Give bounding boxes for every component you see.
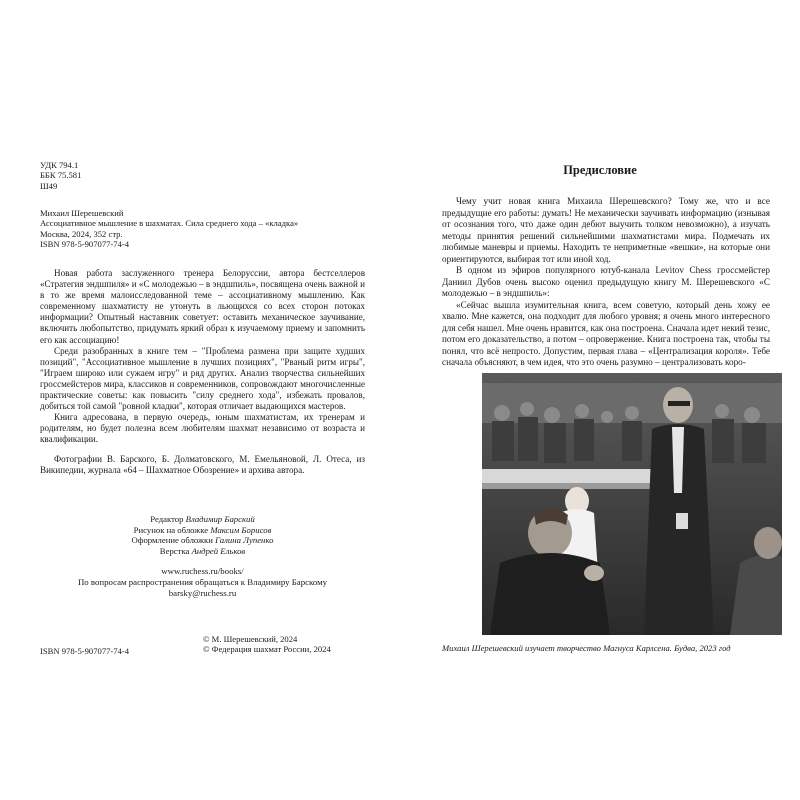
annotation-paragraph: Новая работа заслуженного тренера Белоруссии, автора бестселлеров «Стратегия эндшпиля» и «С молодежью – в эндшпиль», посвящена очень важной и в то же время малоисследованной теме – ассоциативному мышлению. Как современному шахматисту не утонуть в льющихся со всех сторон потоках информации? Опытный наставник советует: оставить механическое заучивание, включить любопытство, придумать яркий образ к изучаемому приему и запомнить его как ассоциацию! bbox=[40, 268, 365, 345]
udk-code: УДК 794.1 bbox=[40, 160, 79, 170]
annotation bbox=[40, 268, 365, 476]
preface-photo bbox=[482, 373, 782, 635]
credit-cover-design: Оформление обложки Галина Лупенко bbox=[131, 535, 274, 546]
copyright-block bbox=[203, 634, 331, 655]
credit-layout: Верстка Андрей Ельков bbox=[159, 545, 246, 556]
credit-editor: Редактор Владимир Барский bbox=[150, 514, 255, 524]
bbk-code: ББК 75.581 bbox=[40, 170, 82, 181]
preface-text bbox=[442, 196, 770, 369]
credit-cover-art: Рисунок на обложке Максим Борисов bbox=[133, 524, 272, 535]
isbn-bottom: ISBN 978-5-907077-74-4 bbox=[40, 646, 130, 656]
photo-caption: Михаил Шерешевский изучает творчество Магнуса Карлсена. Будва, 2023 год bbox=[442, 643, 731, 653]
bibliographic-record bbox=[40, 208, 370, 249]
right-page bbox=[400, 0, 800, 800]
book-title: Ассоциативное мышление в шахматах. Сила среднего хода – «кладка» bbox=[40, 218, 299, 229]
preface-quote: «Сейчас вышла изумительная книга, всем советую, который день хожу ее хвалю. Мне кажется, она подходит для любого уровня; я очень много интересного для себя нашел. Мне очень нравится, как она построена. Сначала идет некий тезис, потом его доказательство, а потом – опровержение. Книга построена так, чтобы ты понял, что всё непросто. Допустим, первая глава – «Централизация короля». Тебе сначала объясняют, в чем идея, что это очень разумно – централизовать коро- bbox=[442, 299, 770, 367]
preface-heading: Предисловие bbox=[563, 163, 637, 177]
contacts-block bbox=[40, 566, 365, 599]
credits-block bbox=[40, 514, 365, 556]
distribution-note: По вопросам распространения обращаться к Владимиру Барскому bbox=[77, 577, 328, 587]
photo-credits: Фотографии В. Барского, Б. Долматовского, М. Емельяновой, Л. Отеса, из Википедии, журнала «64 – Шахматное Обозрение» и архива автора. bbox=[40, 453, 365, 475]
annotation-paragraph: Книга адресована, в первую очередь, юным шахматистам, их тренерам и родителям, но будет полезна всем любителям шахмат независимо от возраста и квалификации. bbox=[40, 412, 365, 445]
imprint: Москва, 2024, 352 стр. bbox=[40, 228, 123, 239]
email-link[interactable]: barsky@ruchess.ru bbox=[168, 588, 237, 598]
copyright-author: © М. Шерешевский, 2024 bbox=[203, 634, 298, 644]
website-link[interactable]: www.ruchess.ru/books/ bbox=[161, 566, 244, 576]
author-name: Михаил Шерешевский bbox=[40, 208, 124, 218]
copyright-federation: © Федерация шахмат России, 2024 bbox=[203, 644, 331, 655]
classification-codes bbox=[40, 160, 81, 191]
author-mark: Ш49 bbox=[40, 180, 58, 191]
photo-chess-scene bbox=[482, 373, 782, 635]
preface-paragraph: Чему учит новая книга Михаила Шерешевского? Тому же, что и все предыдущие его работы: думать! Не механически заучивать информацию (изнывая от осознания того, что даже один дебют выучить толком невозможно), а изучать методы принятия решений сильнейшими шахматистами мира. Подмечать их любимые маневры и приемы. Находить те неприметные «вешки», на которые они ориентируются, выбирая тот или иной ход. bbox=[442, 196, 770, 264]
isbn-top: ISBN 978-5-907077-74-4 bbox=[40, 238, 130, 249]
preface-paragraph: В одном из эфиров популярного ютуб-канала Levitov Chess гроссмейстер Даниил Дубов очень высоко оценил предыдущую книгу М. Шерешевского «С молодежью – в эндшпиль»: bbox=[442, 265, 770, 298]
annotation-paragraph: Среди разобранных в книге тем – "Проблема размена при защите худших позиций", "Ассоциативное мышление в лучших позициях", "Рваный ритм игры", "Играем широко или сужаем игру" и ряд других. Анализ творчества сильнейших гроссмейстеров мира, классиков и современников, сопровождают многочисленные практические советы: как повысить "силу среднего хода", избежать провалов, добиться той самой "ровной кладки", которая отличает выдающихся мастеров. bbox=[40, 345, 365, 412]
